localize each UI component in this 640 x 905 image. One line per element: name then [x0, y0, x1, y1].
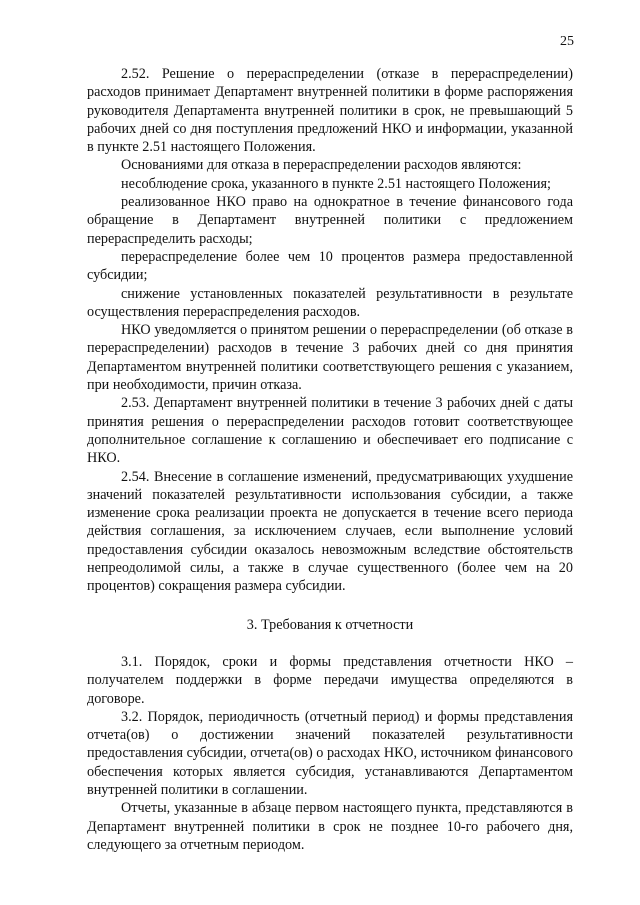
page-number: 25 [560, 34, 574, 49]
paragraph-2-52: 2.52. Решение о перераспределении (отказе в перераспределении) расходов принимает Департамент внутренней политики в форме распоряжения руководителя Департамента внутренней политики в срок, не превышающий 5 рабочих дней со дня поступления предложений НКО и информации, указанной в пункте 2.51 настоящего Положения. [87, 66, 573, 156]
notification-paragraph: НКО уведомляется о принятом решении о перераспределении (об отказе в перераспределении) расходов в течение 3 рабочих дней со дня принятия Департаментом внутренней политики соответствующего решения с указанием, при необходимости, причин отказа. [87, 322, 573, 394]
refusal-ground-used-right: реализованное НКО право на однократное в течение финансового года обращение в Департамент внутренней политики с предложением перераспределить расходы; [87, 194, 573, 247]
paragraph-2-54: 2.54. Внесение в соглашение изменений, предусматривающих ухудшение значений показателей результативности использования субсидии, а также изменение срока реализации проекта не допускается в течение всего периода действия соглашения, за исключением случаев, если выполнение условий предоставления субсидии оказалось невозможным вследствие обстоятельств непреодолимой силы, а также в случае существенного (более чем на 20 процентов) сокращения размера субсидии. [87, 468, 573, 595]
paragraph-3-2: 3.2. Порядок, периодичность (отчетный период) и формы представления отчета(ов) о достижении значений показателей результативности предоставления субсидии, отчета(ов) о расходах НКО, источником финансового обеспечения которых является субсидия, устанавливаются Департаментом внутренней политики в соглашении. [87, 708, 573, 798]
refusal-ground-indicators: снижение установленных показателей результативности в результате осуществления перераспределения расходов. [87, 285, 573, 320]
refusal-ground-over-10-percent: перераспределение более чем 10 процентов размера предоставленной субсидии; [87, 248, 573, 284]
refusal-ground-deadline: несоблюдение срока, указанного в пункте 2.51 настоящего Положения; [121, 175, 551, 192]
paragraph-3-1: 3.1. Порядок, сроки и формы представления отчетности НКО – получателем поддержки в форме передачи имущества определяются в договоре. [87, 653, 573, 707]
reports-deadline-paragraph: Отчеты, указанные в абзаце первом настоящего пункта, представляются в Департамент внутренней политики в срок не позднее 10-го рабочего дня, следующего за отчетным периодом. [87, 800, 573, 853]
paragraph-2-53: 2.53. Департамент внутренней политики в течение 3 рабочих дней с даты принятия решения о перераспределении расходов готовит соответствующее дополнительное соглашение к соглашению и обеспечивает его подписание с НКО. [87, 395, 573, 467]
section-heading: 3. Требования к отчетности [246, 616, 414, 633]
refusal-grounds-intro: Основаниями для отказа в перераспределении расходов являются: [121, 157, 522, 174]
document-body [87, 65, 573, 854]
